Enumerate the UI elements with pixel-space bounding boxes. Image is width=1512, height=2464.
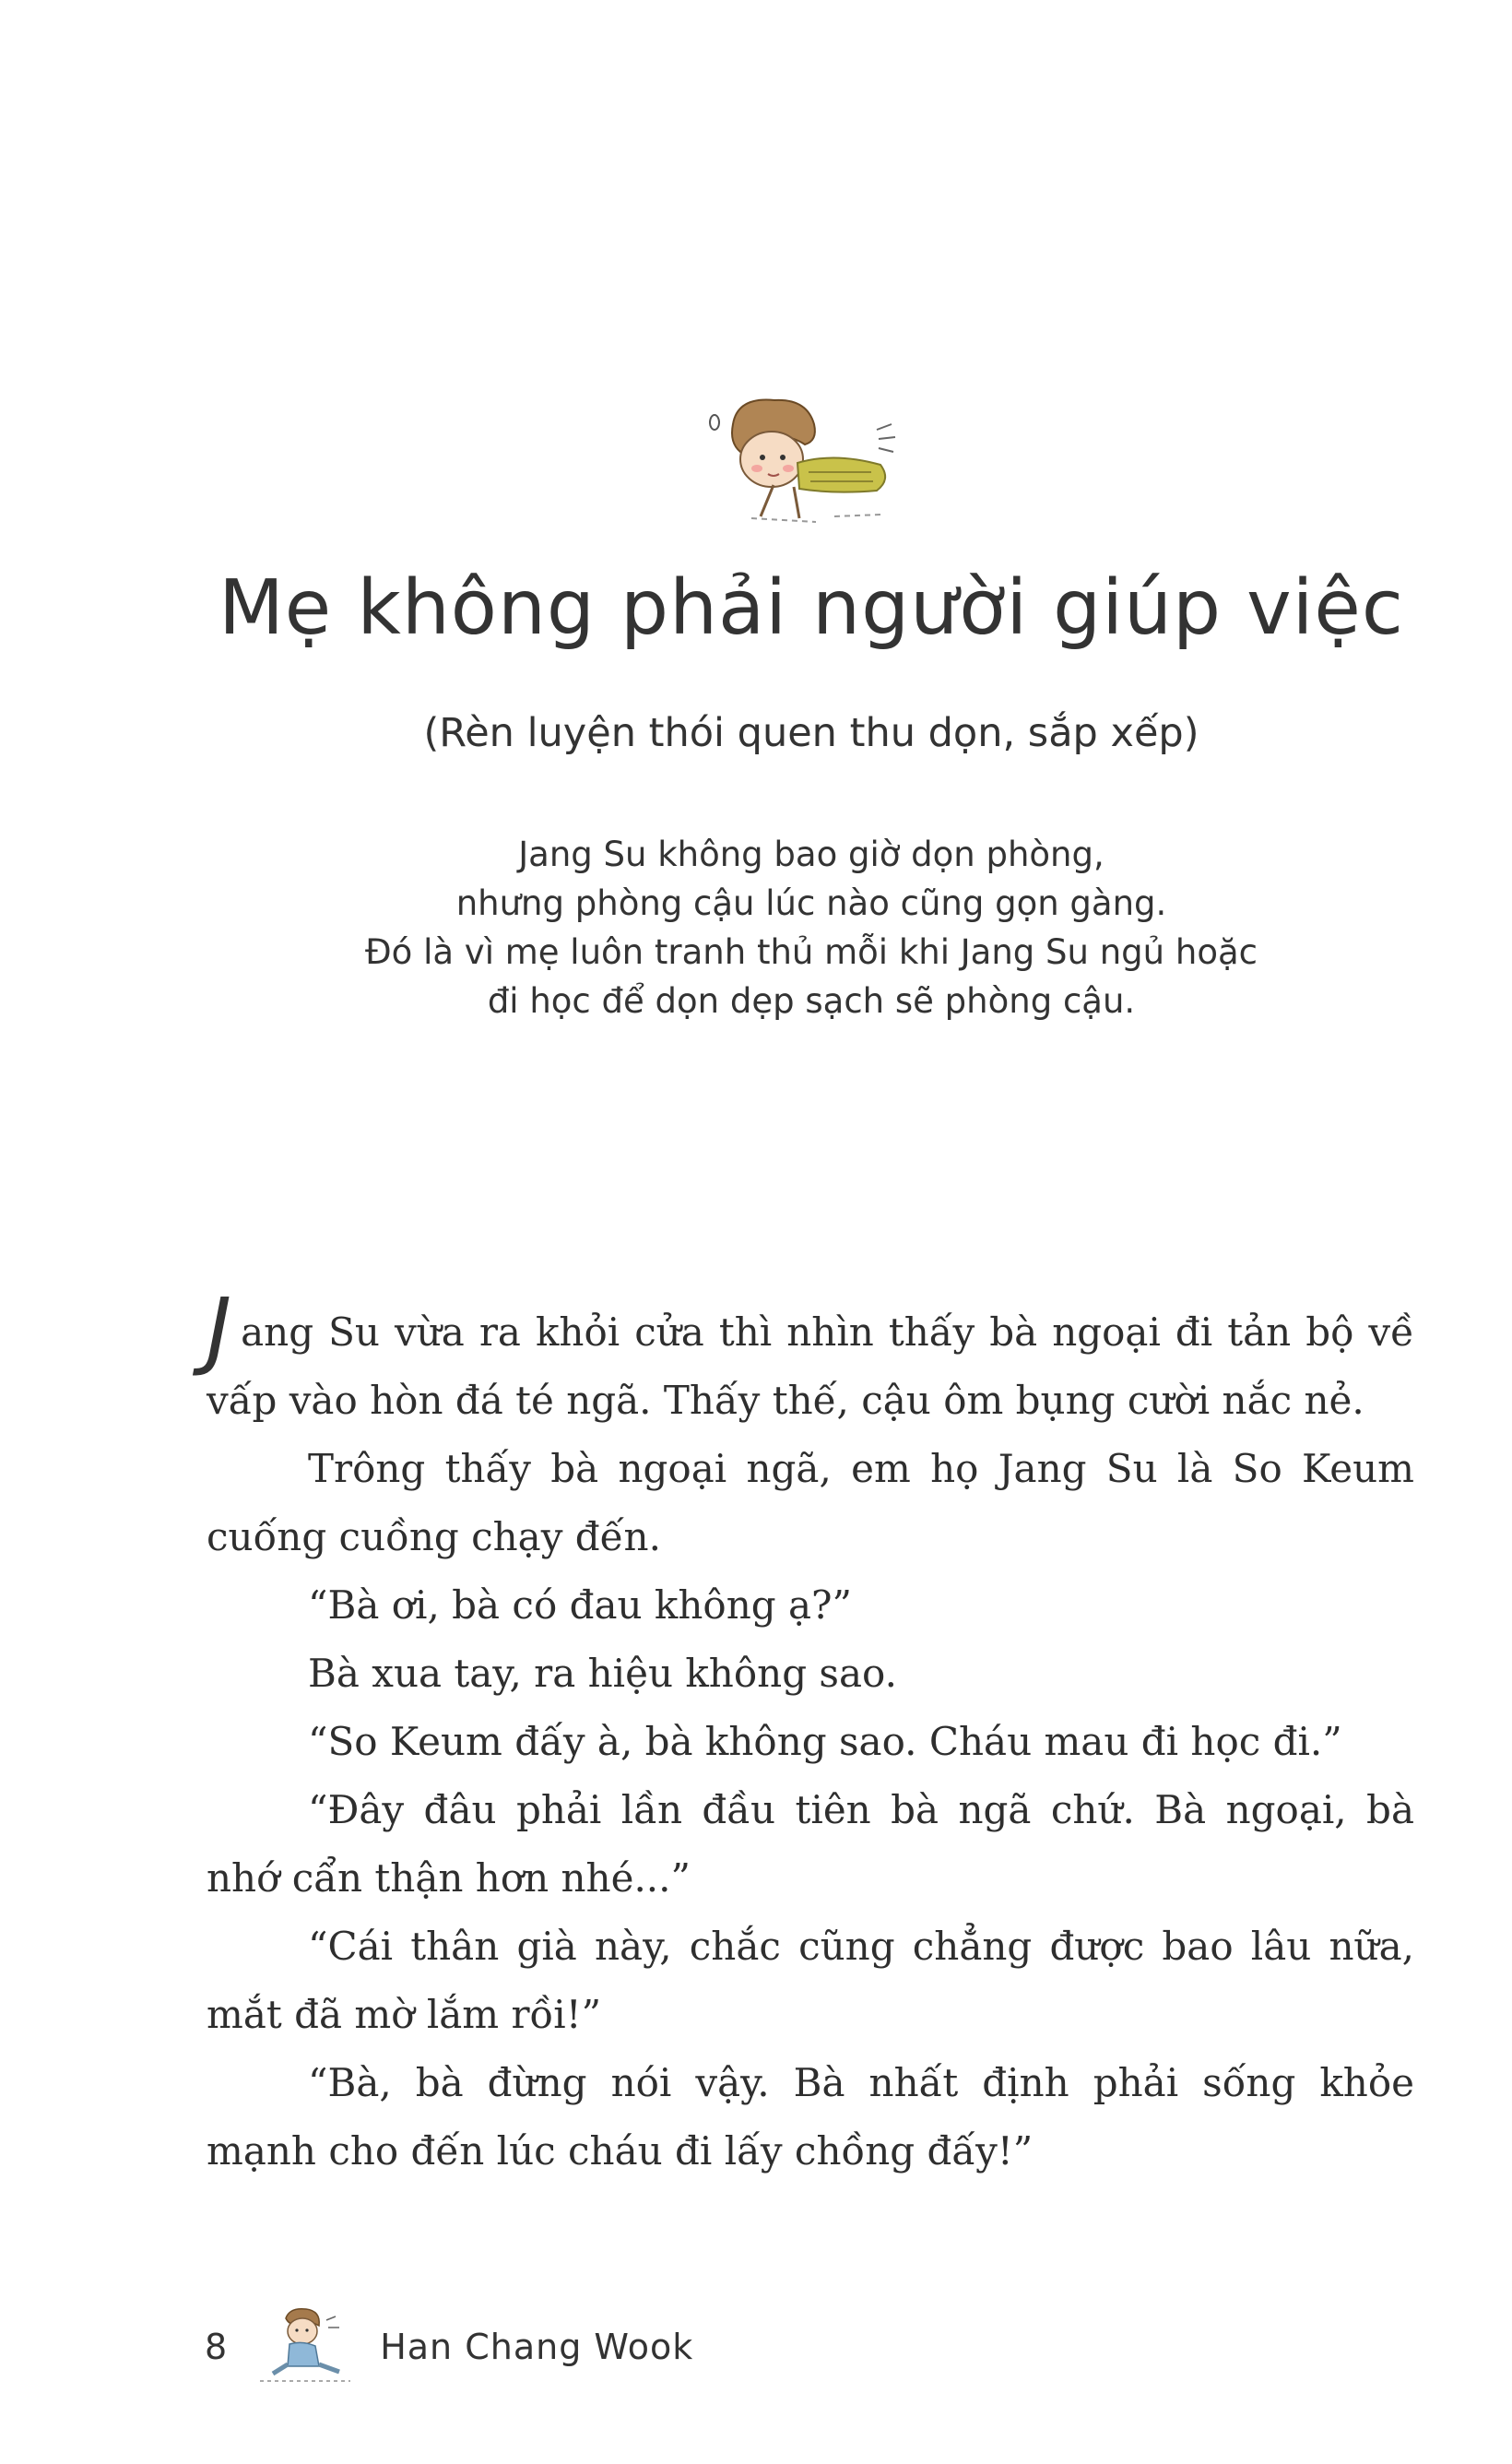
chapter-subtitle: (Rèn luyện thói quen thu dọn, sắp xếp) <box>423 710 1199 756</box>
paragraph: “Bà, bà đừng nói vậy. Bà nhất định phải sống khỏe mạnh cho đến lúc cháu đi lấy chồng đấy!” <box>207 2060 1414 2174</box>
intro-line: Jang Su không bao giờ dọn phòng, <box>518 835 1104 874</box>
author-name: Han Chang Wook <box>380 2327 694 2367</box>
page-footer <box>205 2305 693 2388</box>
boy-crawling-illustration <box>696 387 917 535</box>
paragraph: “Cái thân già này, chắc cũng chẳng được bao lâu nữa, mắt đã mờ lắm rồi!” <box>207 1924 1414 2037</box>
chapter-intro <box>0 830 1512 1025</box>
page-number: 8 <box>205 2327 228 2367</box>
paragraph-text: ang Su vừa ra khỏi cửa thì nhìn thấy bà ngoại đi tản bộ về vấp vào hòn đá té ngã. Thấy thế, cậu ôm bụng cười nắc nẻ. <box>207 1309 1414 1423</box>
intro-line: nhưng phòng cậu lúc nào cũng gọn gàng. <box>455 883 1167 923</box>
intro-line: Đó là vì mẹ luôn tranh thủ mỗi khi Jang Su ngủ hoặc <box>365 932 1258 972</box>
paragraph: “Bà ơi, bà có đau không ạ?” <box>308 1582 853 1628</box>
boy-sitting-illustration <box>254 2305 356 2388</box>
paragraph: Trông thấy bà ngoại ngã, em họ Jang Su là So Keum cuống cuồng chạy đến. <box>207 1446 1414 1559</box>
paragraph: Bà xua tay, ra hiệu không sao. <box>308 1651 897 1696</box>
drop-cap: J <box>207 1280 232 1379</box>
intro-line: đi học để dọn dẹp sạch sẽ phòng cậu. <box>487 981 1136 1021</box>
chapter-title: Mẹ không phải người giúp việc <box>219 564 1404 652</box>
paragraph <box>207 1280 1414 1435</box>
paragraph: “So Keum đấy à, bà không sao. Cháu mau đi học đi.” <box>308 1719 1342 1764</box>
paragraph: “Đây đâu phải lần đầu tiên bà ngã chứ. Bà ngoại, bà nhớ cẩn thận hơn nhé...” <box>207 1787 1414 1901</box>
body-text <box>207 1280 1414 2186</box>
